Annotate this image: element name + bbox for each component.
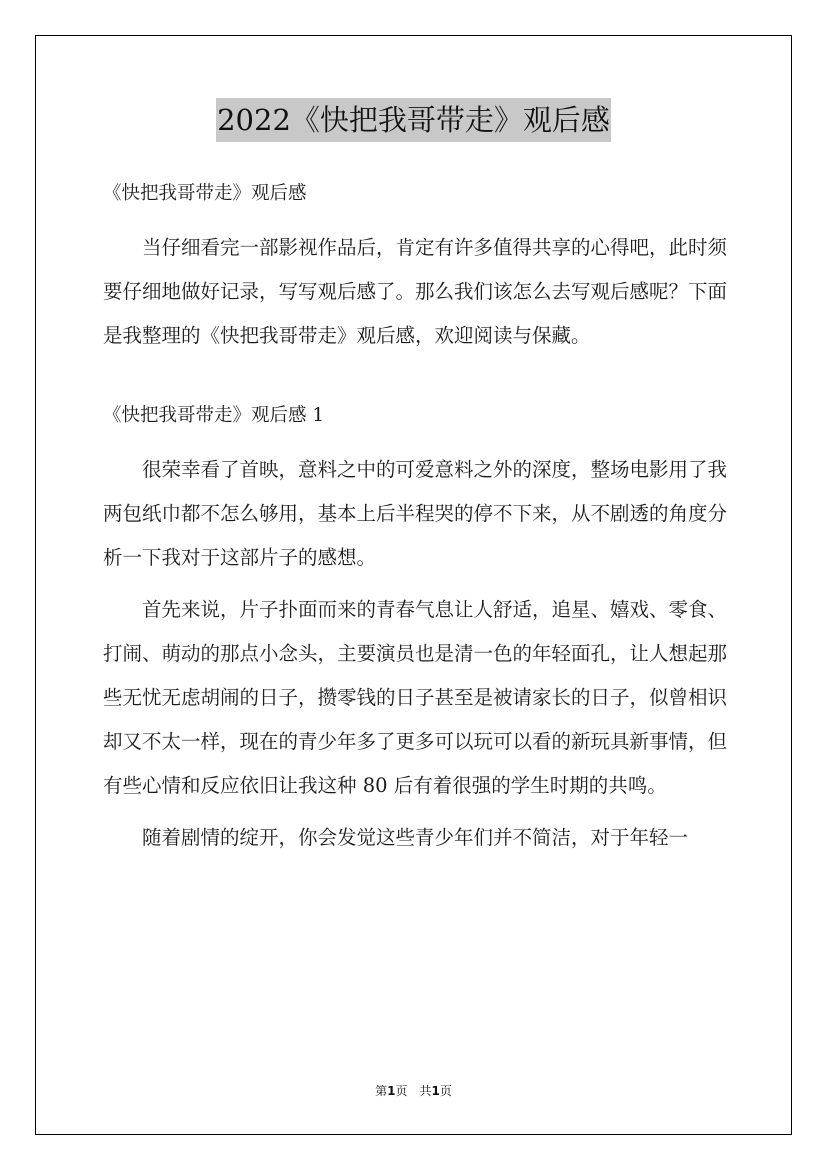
- page-footer: [0, 1082, 827, 1099]
- section1-paragraph-2: 首先来说，片子扑面而来的青春气息让人舒适，追星、嬉戏、零食、打闹、萌动的那点小念头，主要演员也是清一色的年轻面孔，让人想起那些无忧无虑胡闹的日子，攒零钱的日子甚至是被请家长的日子，似曾相识却又不太一样，现在的青少年多了更多可以玩可以看的新玩具新事情，但有些心情和反应依旧让我这种 80 后有着很强的学生时期的共鸣。: [103, 598, 728, 797]
- footer-mid: 页 共: [395, 1084, 432, 1098]
- intro-paragraph: 当仔细看完一部影视作品后，肯定有许多值得共享的心得吧，此时须要仔细地做好记录，写写观后感了。那么我们该怎么去写观后感呢？下面是我整理的《快把我哥带走》观后感，欢迎阅读与保藏。: [103, 236, 728, 347]
- footer-page-total: 1: [431, 1084, 440, 1098]
- footer-suffix: 页: [439, 1084, 452, 1098]
- section1-paragraph-3: 随着剧情的绽开，你会发觉这些青少年们并不简洁，对于年轻一: [142, 826, 689, 849]
- title-container: [0, 98, 827, 142]
- footer-prefix: 第: [375, 1084, 388, 1098]
- section1-heading: 《快把我哥带走》观后感 1: [103, 405, 325, 426]
- intro-heading: 《快把我哥带走》观后感: [103, 183, 307, 204]
- document-title: 2022《快把我哥带走》观后感: [216, 98, 611, 142]
- document-body: [103, 172, 727, 860]
- section1-paragraph-1: 很荣幸看了首映，意料之中的可爱意料之外的深度，整场电影用了我两包纸巾都不怎么够用，基本上后半程哭的停不下来，从不剧透的角度分析一下我对于这部片子的感想。: [103, 458, 728, 569]
- footer-page-current: 1: [387, 1084, 396, 1098]
